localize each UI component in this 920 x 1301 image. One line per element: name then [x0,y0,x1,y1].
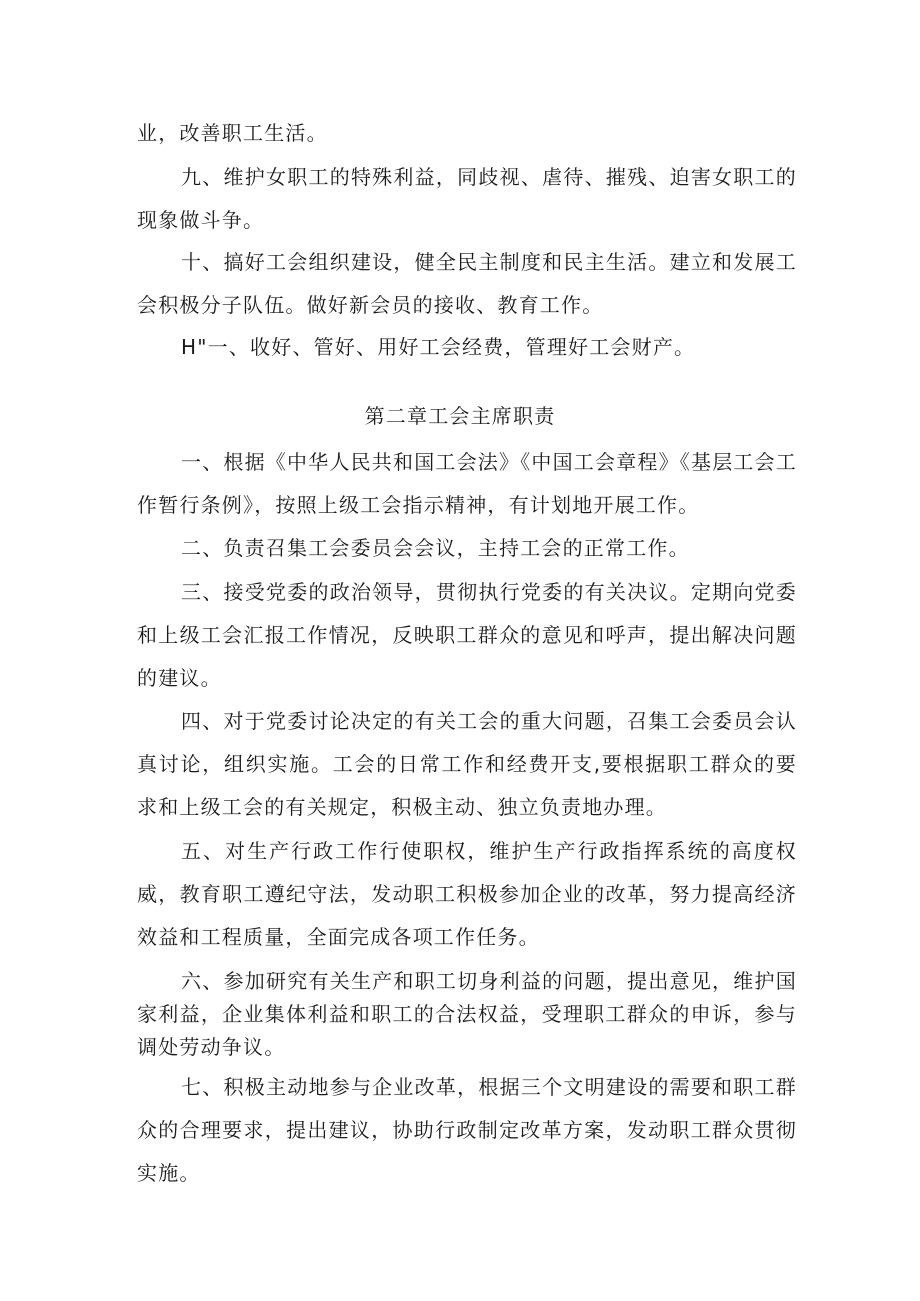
paragraph-duty-2: 二、负责召集工会委员会会议，主持工会的正常工作。 [181,536,690,560]
paragraph-duty-6: 六、参加研究有关生产和职工切身利益的问题，提出意见，维护国家利益，企业集体利益和职工的合法权益，受理职工群众的申诉，参与调处劳动争议。 [137,969,797,1059]
chapter-heading: 第二章工会主席职责 [364,404,556,428]
paragraph-item-9: 九、维护女职工的特殊利益，同歧视、虐待、摧残、迫害女职工的现象做斗争。 [137,165,797,232]
paragraph-item-10: 十、搞好工会组织建设，健全民主制度和民主生活。建立和发展工会积极分子队伍。做好新会员的接收、教育工作。 [137,250,797,317]
paragraph-duty-7: 七、积极主动地参与企业改革，根据三个文明建设的需要和职工群众的合理要求，提出建议，协助行政制定改革方案，发动职工群众贯彻实施。 [137,1075,797,1185]
paragraph-duty-1: 一、根据《中华人民共和国工会法》《中国工会章程》《基层工会工作暂行条例》，按照上级工会指示精神，有计划地开展工作。 [137,450,797,517]
paragraph-continuation: 业，改善职工生活。 [137,121,328,145]
paragraph-item-11: H"一、收好、管好、用好工会经费，管理好工会财产。 [181,335,696,359]
paragraph-duty-3: 三、接受党委的政治领导，贯彻执行党委的有关决议。定期向党委和上级工会汇报工作情况，反映职工群众的意见和呼声，提出解决问题的建议。 [137,580,797,690]
paragraph-duty-5: 五、对生产行政工作行使职权，维护生产行政指挥系统的高度权威，教育职工遵纪守法，发动职工积极参加企业的改革，努力提高经济效益和工程质量，全面完成各项工作任务。 [137,839,797,949]
paragraph-duty-4: 四、对于党委讨论决定的有关工会的重大问题，召集工会委员会认真讨论，组织实施。工会的日常工作和经费开支,要根据职工群众的要求和上级工会的有关规定，积极主动、独立负责地办理。 [137,709,797,819]
